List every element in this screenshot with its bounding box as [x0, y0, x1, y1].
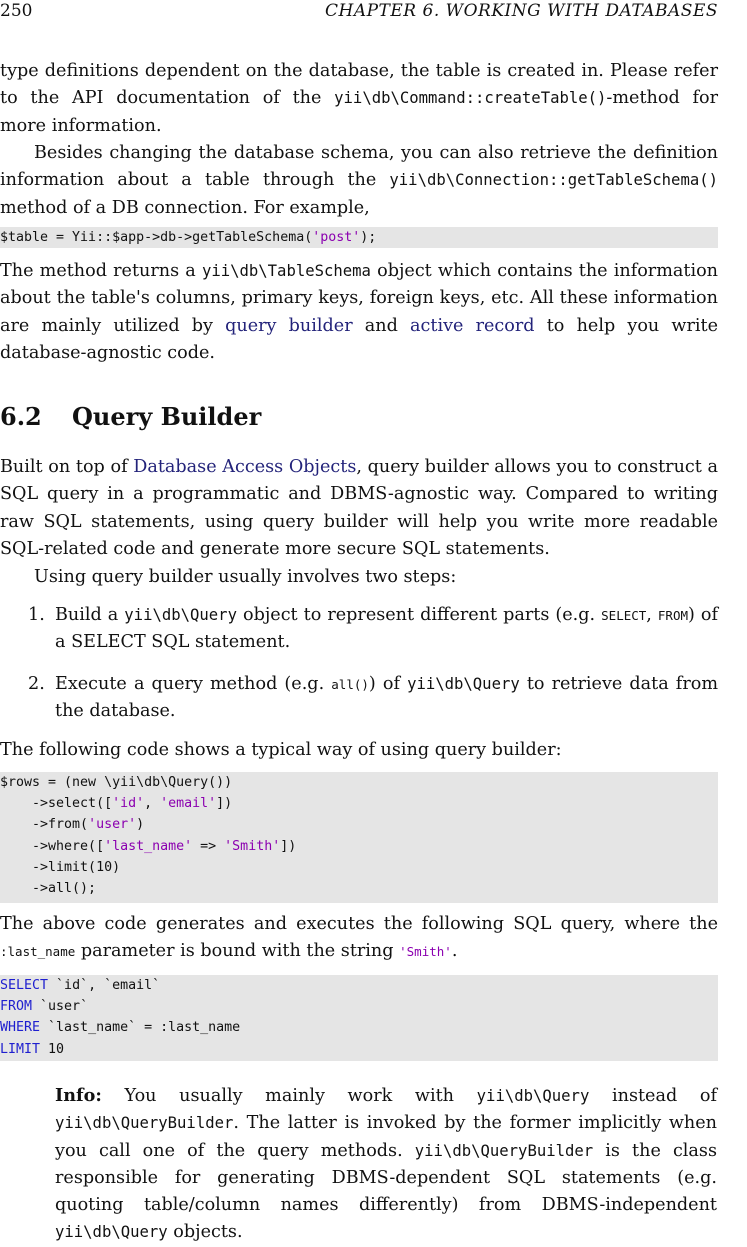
text: , query builder allows you to construct a SQL query in a programmatic and DBMS-agnostic way. Compared to writing raw SQL statements, using query builder will help you write more readable SQL-related code and generate more secure SQL statements. — [0, 457, 718, 559]
section-title: Query Builder — [72, 402, 262, 431]
code-text: $table = Yii::$app->db->getTableSchema( — [0, 230, 313, 245]
code-text: `id`, `email` — [48, 978, 161, 993]
chapter-title: CHAPTER 6. WORKING WITH DATABASES — [325, 1, 718, 21]
code-string: 'id' — [112, 796, 145, 812]
code-text: 10 — [40, 1041, 65, 1057]
text: parameter is bound with the string — [75, 941, 400, 962]
link-query-builder[interactable]: query builder — [225, 315, 353, 336]
code-ref: yii\db\Query — [407, 675, 520, 693]
list-marker: 1. — [28, 605, 45, 625]
code-text: `user` — [32, 999, 89, 1015]
code-ref: yii\db\Connection::getTableSchema() — [389, 171, 718, 190]
code-text: ->from( — [0, 817, 89, 833]
text: , — [646, 605, 658, 625]
code-text: ->where([ — [0, 838, 105, 854]
text: Built on top of — [0, 457, 134, 477]
paragraph-table-schema — [0, 140, 718, 222]
code-string: 'last_name' — [104, 838, 193, 854]
sql-keyword: WHERE — [0, 1020, 41, 1036]
code-text: ]) — [216, 796, 233, 812]
code-ref: all() — [331, 677, 369, 692]
code-ref: FROM — [657, 608, 689, 623]
text: method of a DB connection. For example, — [0, 197, 370, 218]
paragraph-type-definitions — [0, 58, 718, 140]
code-block-sql — [0, 975, 718, 1061]
text: instead of — [589, 1086, 717, 1106]
text: ) of a SELECT SQL statement. — [55, 605, 718, 653]
code-text: ->all(); — [0, 881, 97, 897]
sql-keyword: FROM — [0, 999, 33, 1015]
list-item — [0, 671, 718, 726]
code-text: $rows = (new \yii\db\Query()) — [0, 775, 233, 790]
code-block-get-table-schema — [0, 227, 718, 248]
sql-keyword: SELECT — [0, 978, 49, 993]
paragraph-following-code: The following code shows a typical way of using query builder: — [0, 740, 562, 760]
link-database-access-objects[interactable]: Database Access Objects — [133, 457, 357, 477]
list-marker: 2. — [28, 674, 45, 694]
text: Build a — [55, 605, 125, 625]
info-label: Info: — [55, 1085, 102, 1106]
section-number: 6.2 — [0, 402, 42, 431]
code-string: 'user' — [88, 817, 137, 833]
code-string: 'email' — [160, 796, 217, 812]
text: to help you write database-agnostic code. — [0, 315, 718, 363]
code-ref: yii\db\TableSchema — [201, 262, 371, 280]
text: object to represent different parts (e.g. — [236, 605, 602, 625]
code-string: 'post' — [312, 230, 361, 245]
paragraph-two-steps: Using query builder usually involves two steps: — [34, 567, 457, 587]
code-ref: yii\db\QueryBuilder — [414, 1141, 594, 1160]
code-text: `last_name` = :last_name — [40, 1020, 241, 1036]
code-ref: yii\db\Query — [55, 1223, 168, 1242]
code-text: ->select([ — [0, 796, 113, 812]
text: object which contains the information about the table's columns, primary keys, foreign keys, etc. All these information are mainly utilized by — [0, 261, 718, 336]
text: objects. — [167, 1222, 243, 1243]
code-ref: yii\db\QueryBuilder — [55, 1114, 234, 1133]
code-text: => — [192, 838, 225, 854]
text: type definitions dependent on the database, the table is created in. Please refer to the API documentation of the — [0, 61, 718, 109]
paragraph-method-returns — [0, 258, 718, 367]
text: is the class responsible for generating DBMS-dependent SQL statements (e.g. quoting table/column names differently) from DBMS-independent — [55, 1140, 717, 1216]
paragraph-built-on-top — [0, 454, 718, 563]
running-header — [0, 0, 718, 24]
sql-keyword: LIMIT — [0, 1041, 41, 1057]
code-ref: :last_name — [0, 944, 76, 960]
text: and — [352, 315, 411, 336]
text: You usually mainly work with — [101, 1086, 477, 1106]
code-text: , — [144, 796, 161, 812]
code-text: ->limit(10) — [0, 859, 121, 875]
code-block-query-example — [0, 772, 718, 903]
paragraph-generated-sql — [0, 911, 718, 966]
text: . The latter is invoked by the former implicitly when you call one of the query methods. — [55, 1113, 717, 1161]
link-active-record[interactable]: active record — [410, 315, 535, 336]
text: The above code generates and executes the following SQL query, where the — [0, 914, 718, 934]
text: ) of — [368, 674, 408, 694]
section-heading — [0, 400, 261, 434]
page-number: 250 — [0, 1, 33, 21]
code-ref: yii\db\Command::createTable() — [334, 89, 607, 108]
code-ref: yii\db\Query — [476, 1087, 590, 1105]
text: The method returns a — [0, 261, 202, 281]
code-ref: yii\db\Query — [124, 606, 237, 624]
text: Execute a query method (e.g. — [55, 674, 332, 694]
info-note — [55, 1082, 717, 1247]
text: . — [451, 941, 458, 962]
code-ref: SELECT — [601, 608, 647, 623]
text: to retrieve data from the database. — [55, 674, 719, 722]
code-string: 'Smith' — [399, 944, 452, 960]
code-string: 'Smith' — [224, 838, 281, 854]
code-text: ) — [136, 817, 145, 833]
code-text: ); — [360, 230, 377, 245]
code-text: ]) — [280, 838, 297, 854]
list-item — [0, 602, 718, 657]
text: Besides changing the database schema, you can also retrieve the definition information about a table through the — [0, 143, 718, 191]
text: -method for more information. — [0, 88, 719, 136]
